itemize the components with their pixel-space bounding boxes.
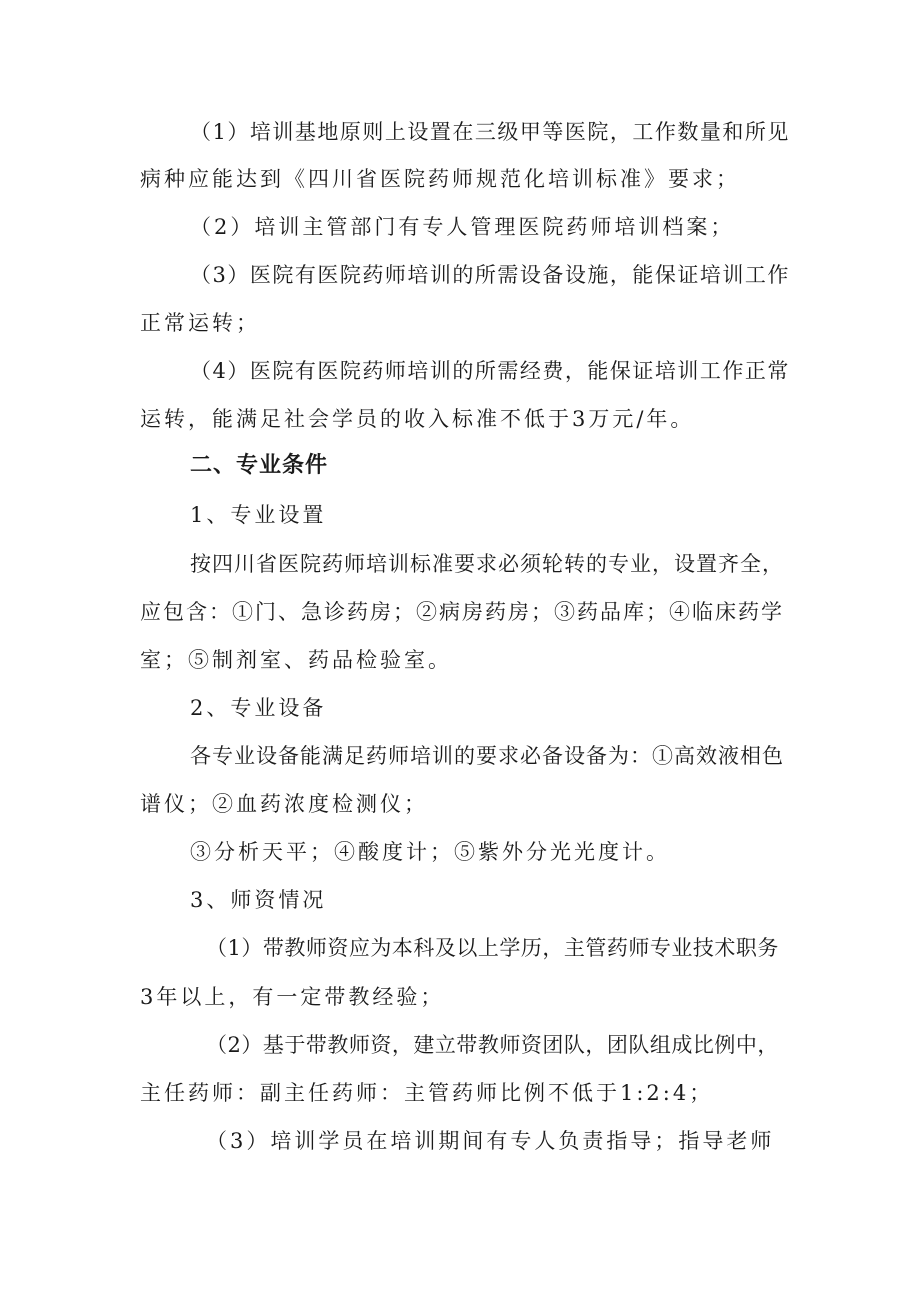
paragraph-line: （2）基于带教师资，建立带教师资团队，团队组成比例中， bbox=[206, 1033, 779, 1057]
section-heading: 二、专业条件 bbox=[190, 453, 329, 478]
paragraph-line: 按四川省医院药师培训标准要求必须轮转的专业，设置齐全， bbox=[190, 552, 784, 576]
subsection-heading: 2、专业设备 bbox=[190, 696, 327, 720]
paragraph-line: 室；⑤制剂室、药品检验室。 bbox=[140, 648, 452, 672]
paragraph-line: （3）培训学员在培训期间有专人负责指导；指导老师 bbox=[206, 1129, 775, 1153]
paragraph-line: 病种应能达到《四川省医院药师规范化培训标准》要求； bbox=[140, 167, 740, 191]
paragraph-line: 主任药师：副主任药师：主管药师比例不低于1:2:4； bbox=[140, 1081, 714, 1105]
subsection-heading: 3、师资情况 bbox=[190, 888, 327, 912]
paragraph-line: （3）医院有医院药师培训的所需设备设施，能保证培训工作 bbox=[190, 263, 790, 287]
paragraph-line: ③分析天平；④酸度计；⑤紫外分光光度计。 bbox=[190, 840, 670, 864]
paragraph-line: 运转，能满足社会学员的收入标准不低于3万元/年。 bbox=[140, 407, 695, 431]
paragraph-line: （2）培训主管部门有专人管理医院药师培训档案； bbox=[190, 215, 735, 239]
paragraph-line: 应包含：①门、急诊药房；②病房药房；③药品库；④临床药学 bbox=[140, 600, 784, 624]
paragraph-line: 正常运转； bbox=[140, 311, 260, 335]
paragraph-line: 3年以上，有一定带教经验； bbox=[140, 985, 445, 1009]
subsection-heading: 1、专业设置 bbox=[190, 503, 327, 527]
paragraph-line: （4）医院有医院药师培训的所需经费，能保证培训工作正常 bbox=[190, 359, 790, 383]
paragraph-line: （1）带教师资应为本科及以上学历，主管药师专业技术职务 bbox=[206, 936, 779, 960]
paragraph-line: （1）培训基地原则上设置在三级甲等医院，工作数量和所见 bbox=[190, 120, 790, 144]
paragraph-line: 谱仪；②血药浓度检测仪； bbox=[140, 792, 428, 816]
paragraph-line: 各专业设备能满足药师培训的要求必备设备为：①高效液相色 bbox=[190, 744, 784, 768]
